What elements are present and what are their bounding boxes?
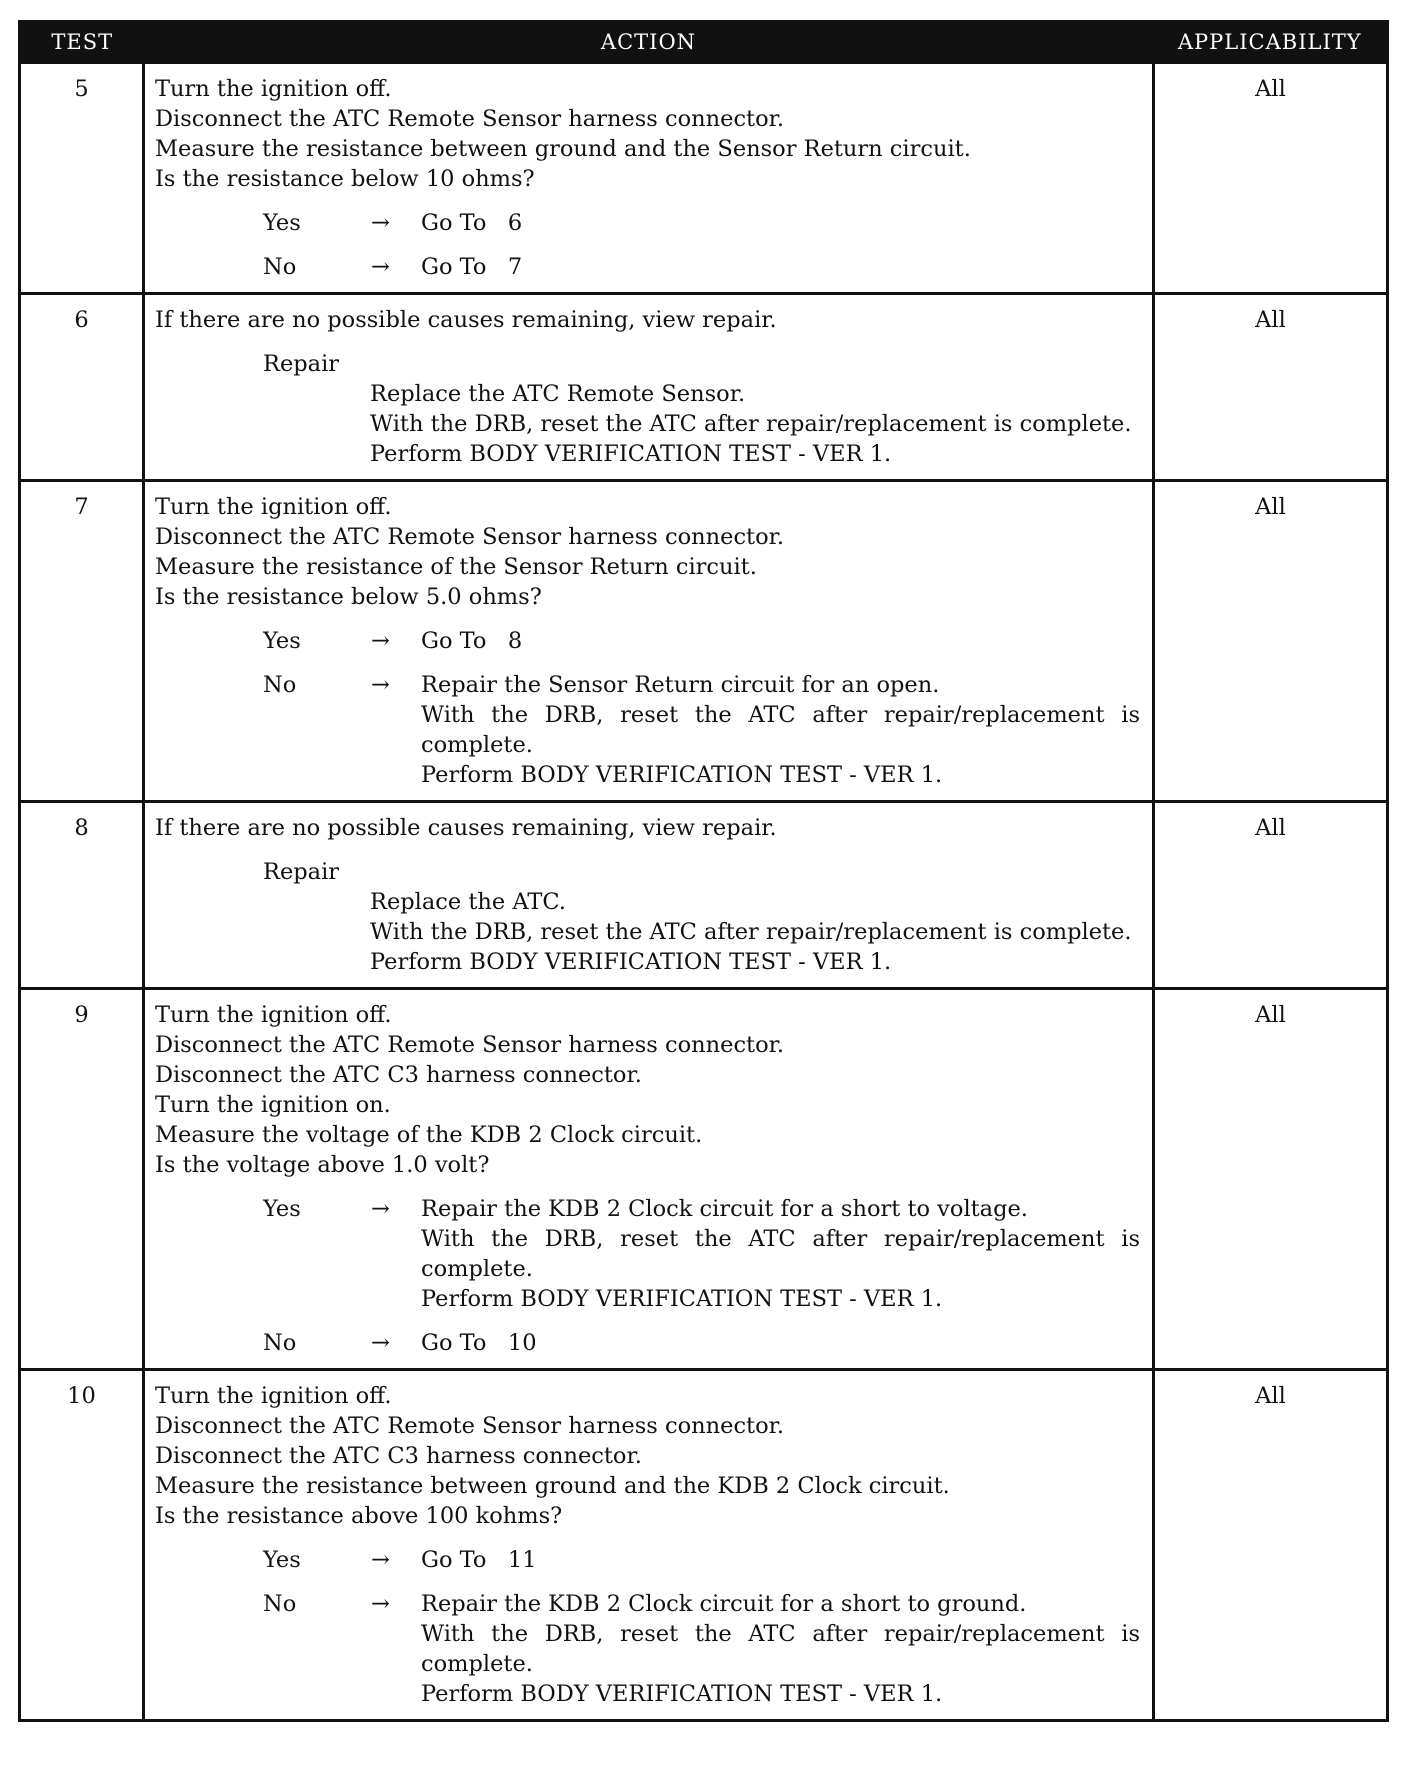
- result-line: Go To 6: [421, 210, 523, 236]
- diagnostic-test-table: [18, 20, 1389, 1722]
- no-label: No: [263, 1591, 297, 1617]
- repair-instructions: [155, 379, 1144, 469]
- action-step: Disconnect the ATC C3 harness connector.: [155, 1062, 642, 1088]
- action-step: Turn the ignition off.: [155, 76, 392, 102]
- action-step: Disconnect the ATC Remote Sensor harness connector.: [155, 106, 785, 132]
- yes-result: [421, 208, 1144, 238]
- action-cell: [144, 63, 1154, 294]
- arrow-icon: →: [371, 1330, 390, 1356]
- result-line: Go To 10: [421, 1330, 537, 1356]
- result-line: With the DRB, reset the ATC after repair/replacement is complete.: [421, 1621, 1148, 1677]
- test-number: 9: [20, 989, 144, 1370]
- table-row: [20, 294, 1388, 481]
- table-row: [20, 989, 1388, 1370]
- no-result: [421, 1328, 1144, 1358]
- action-step: Measure the resistance between ground and the Sensor Return circuit.: [155, 136, 971, 162]
- action-step: Is the resistance above 100 kohms?: [155, 1503, 563, 1529]
- test-number: 7: [20, 481, 144, 802]
- header-test: TEST: [20, 22, 144, 63]
- action-cell: [144, 802, 1154, 989]
- no-result: [421, 670, 1148, 790]
- table-row: [20, 1370, 1388, 1721]
- repair-line: With the DRB, reset the ATC after repair/replacement is complete.: [370, 919, 1132, 945]
- action-cell: [144, 1370, 1154, 1721]
- table-row: [20, 63, 1388, 294]
- repair-line: Replace the ATC.: [370, 889, 566, 915]
- applicability: All: [1154, 294, 1388, 481]
- applicability: All: [1154, 802, 1388, 989]
- yes-branch: [155, 626, 1144, 656]
- action-step: Is the resistance below 10 ohms?: [155, 166, 535, 192]
- diagnostic-test-page: [18, 20, 1386, 1722]
- action-step: Turn the ignition off.: [155, 1383, 392, 1409]
- no-label: No: [263, 1330, 297, 1356]
- action-step: Measure the resistance between ground and the KDB 2 Clock circuit.: [155, 1473, 950, 1499]
- action-step: Measure the resistance of the Sensor Return circuit.: [155, 554, 757, 580]
- no-result: [421, 252, 1144, 282]
- arrow-icon: →: [371, 628, 390, 654]
- no-label: No: [263, 254, 297, 280]
- yes-branch: [155, 1545, 1144, 1575]
- result-line: With the DRB, reset the ATC after repair/replacement is complete.: [421, 1226, 1148, 1282]
- repair-line: Replace the ATC Remote Sensor.: [370, 381, 746, 407]
- result-line: With the DRB, reset the ATC after repair/replacement is complete.: [421, 702, 1148, 758]
- test-number: 10: [20, 1370, 144, 1721]
- action-step: Turn the ignition off.: [155, 494, 392, 520]
- yes-label: Yes: [263, 628, 301, 654]
- action-cell: [144, 989, 1154, 1370]
- result-line: Perform BODY VERIFICATION TEST - VER 1.: [421, 1286, 943, 1312]
- result-line: Go To 7: [421, 254, 523, 280]
- yes-branch: [155, 1194, 1148, 1314]
- result-line: Repair the KDB 2 Clock circuit for a short to voltage.: [421, 1196, 1028, 1222]
- result-line: Repair the Sensor Return circuit for an open.: [421, 672, 940, 698]
- arrow-icon: →: [371, 210, 390, 236]
- result-line: Repair the KDB 2 Clock circuit for a short to ground.: [421, 1591, 1027, 1617]
- no-branch: [155, 1328, 1144, 1358]
- action-step: Disconnect the ATC C3 harness connector.: [155, 1443, 642, 1469]
- applicability: All: [1154, 63, 1388, 294]
- table-body: [20, 63, 1388, 1721]
- repair-line: Perform BODY VERIFICATION TEST - VER 1.: [370, 949, 892, 975]
- applicability: All: [1154, 989, 1388, 1370]
- arrow-icon: →: [371, 1547, 390, 1573]
- yes-branch: [155, 208, 1144, 238]
- action-step: Turn the ignition on.: [155, 1092, 391, 1118]
- applicability: All: [1154, 1370, 1388, 1721]
- no-branch: [155, 252, 1144, 282]
- arrow-icon: →: [371, 254, 390, 280]
- result-line: Go To 8: [421, 628, 523, 654]
- action-step: Is the voltage above 1.0 volt?: [155, 1152, 490, 1178]
- no-label: No: [263, 672, 297, 698]
- arrow-icon: →: [371, 1591, 390, 1617]
- result-line: Go To 11: [421, 1547, 537, 1573]
- action-step: Is the resistance below 5.0 ohms?: [155, 584, 542, 610]
- arrow-icon: →: [371, 672, 390, 698]
- repair-instructions: [155, 887, 1144, 977]
- action-cell: [144, 294, 1154, 481]
- result-line: Perform BODY VERIFICATION TEST - VER 1.: [421, 762, 943, 788]
- test-number: 5: [20, 63, 144, 294]
- action-step: Turn the ignition off.: [155, 1002, 392, 1028]
- arrow-icon: →: [371, 1196, 390, 1222]
- yes-label: Yes: [263, 1196, 301, 1222]
- repair-label: Repair: [263, 351, 340, 377]
- table-row: [20, 481, 1388, 802]
- test-number: 8: [20, 802, 144, 989]
- repair-line: With the DRB, reset the ATC after repair/replacement is complete.: [370, 411, 1132, 437]
- action-step: Disconnect the ATC Remote Sensor harness connector.: [155, 1032, 785, 1058]
- header-applicability: APPLICABILITY: [1154, 22, 1388, 63]
- action-step: Measure the voltage of the KDB 2 Clock circuit.: [155, 1122, 703, 1148]
- yes-label: Yes: [263, 1547, 301, 1573]
- header-action: ACTION: [144, 22, 1154, 63]
- repair-label: Repair: [263, 859, 340, 885]
- table-row: [20, 802, 1388, 989]
- yes-result: [421, 626, 1144, 656]
- action-step: Disconnect the ATC Remote Sensor harness connector.: [155, 1413, 785, 1439]
- no-branch: [155, 1589, 1148, 1709]
- yes-result: [421, 1545, 1144, 1575]
- action-step: Disconnect the ATC Remote Sensor harness connector.: [155, 524, 785, 550]
- repair-line: Perform BODY VERIFICATION TEST - VER 1.: [370, 441, 892, 467]
- action-cell: [144, 481, 1154, 802]
- no-result: [421, 1589, 1148, 1709]
- test-number: 6: [20, 294, 144, 481]
- no-branch: [155, 670, 1148, 790]
- applicability: All: [1154, 481, 1388, 802]
- yes-result: [421, 1194, 1148, 1314]
- yes-label: Yes: [263, 210, 301, 236]
- action-step: If there are no possible causes remaining, view repair.: [155, 307, 777, 333]
- action-step: If there are no possible causes remaining, view repair.: [155, 815, 777, 841]
- table-header: [20, 22, 1388, 63]
- result-line: Perform BODY VERIFICATION TEST - VER 1.: [421, 1681, 943, 1707]
